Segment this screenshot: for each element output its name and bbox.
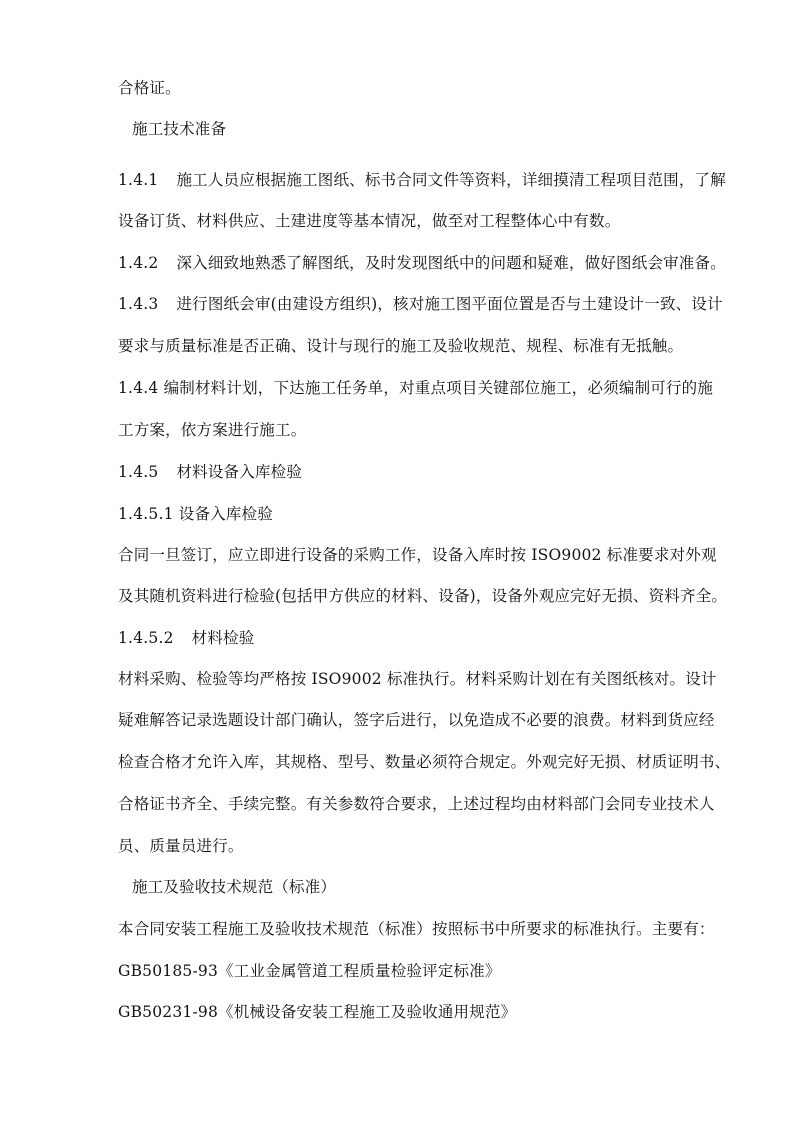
item-number: 1.4.2 [118,254,159,272]
item-number: 1.4.5.2 [118,629,174,647]
item-text: 材料检验 [191,629,255,647]
numbered-item [118,462,302,482]
standard-reference: GB50231-98《机械设备安装工程施工及验收通用规范》 [118,1003,517,1021]
numbered-item: 1.4.4 编制材料计划，下达施工任务单，对重点项目关键部位施工，必须编制可行的施 [118,379,714,397]
text-line: 检查合格才允许入库，其规格、型号、数量必须符合规定。外观完好无损、材质证明书、 [118,753,731,771]
item-text: 材料设备入库检验 [176,463,303,481]
text-line: 员、质量员进行。 [118,837,244,855]
numbered-item [118,628,254,648]
item-text: 施工人员应根据施工图纸、标书合同文件等资料，详细摸清工程项目范围，了解 [176,171,726,189]
section-heading: 施工技术准备 [132,120,227,138]
standard-reference: GB50185-93《工业金属管道工程质量检验评定标准》 [118,962,501,980]
numbered-item [118,294,723,314]
text-line: 工方案，依方案进行施工。 [118,421,307,439]
section-heading: 施工及验收技术规范（标准） [132,878,337,896]
text-line: 疑难解答记录选题设计部门确认，签字后进行，以免造成不必要的浪费。材料到货应经 [118,711,715,729]
text-line: 本合同安装工程施工及验收技术规范（标准）按照标书中所要求的标准执行。主要有： [118,920,715,938]
item-text: 进行图纸会审(由建设方组织)，核对施工图平面位置是否与土建设计一致、设计 [176,295,723,313]
text-line: 要求与质量标准是否正确、设计与现行的施工及验收规范、规程、标准有无抵触。 [118,337,684,355]
text-line: 合格证书齐全、手续完整。有关参数符合要求，上述过程均由材料部门会同专业技术人 [118,795,715,813]
text-line: 材料采购、检验等均严格按 ISO9002 标准执行。材料采购计划在有关图纸核对。设计 [118,670,717,688]
text-line: 及其随机资料进行检验(包括甲方供应的材料、设备)，设备外观应完好无损、资料齐全。 [118,587,728,605]
text-line: 合格证。 [118,79,181,97]
item-number: 1.4.1 [118,171,159,189]
text-line: 设备订货、材料供应、土建进度等基本情况，做至对工程整体心中有数。 [118,212,621,230]
subsection-heading: 1.4.5.1 设备入库检验 [118,505,273,523]
text-line: 合同一旦签订，应立即进行设备的采购工作，设备入库时按 ISO9002 标准要求对外观 [118,546,717,564]
item-number: 1.4.3 [118,295,159,313]
numbered-item [118,170,726,190]
item-text: 深入细致地熟悉了解图纸，及时发现图纸中的问题和疑难，做好图纸会审准备。 [176,254,726,272]
item-number: 1.4.5 [118,463,159,481]
numbered-item [118,253,726,273]
